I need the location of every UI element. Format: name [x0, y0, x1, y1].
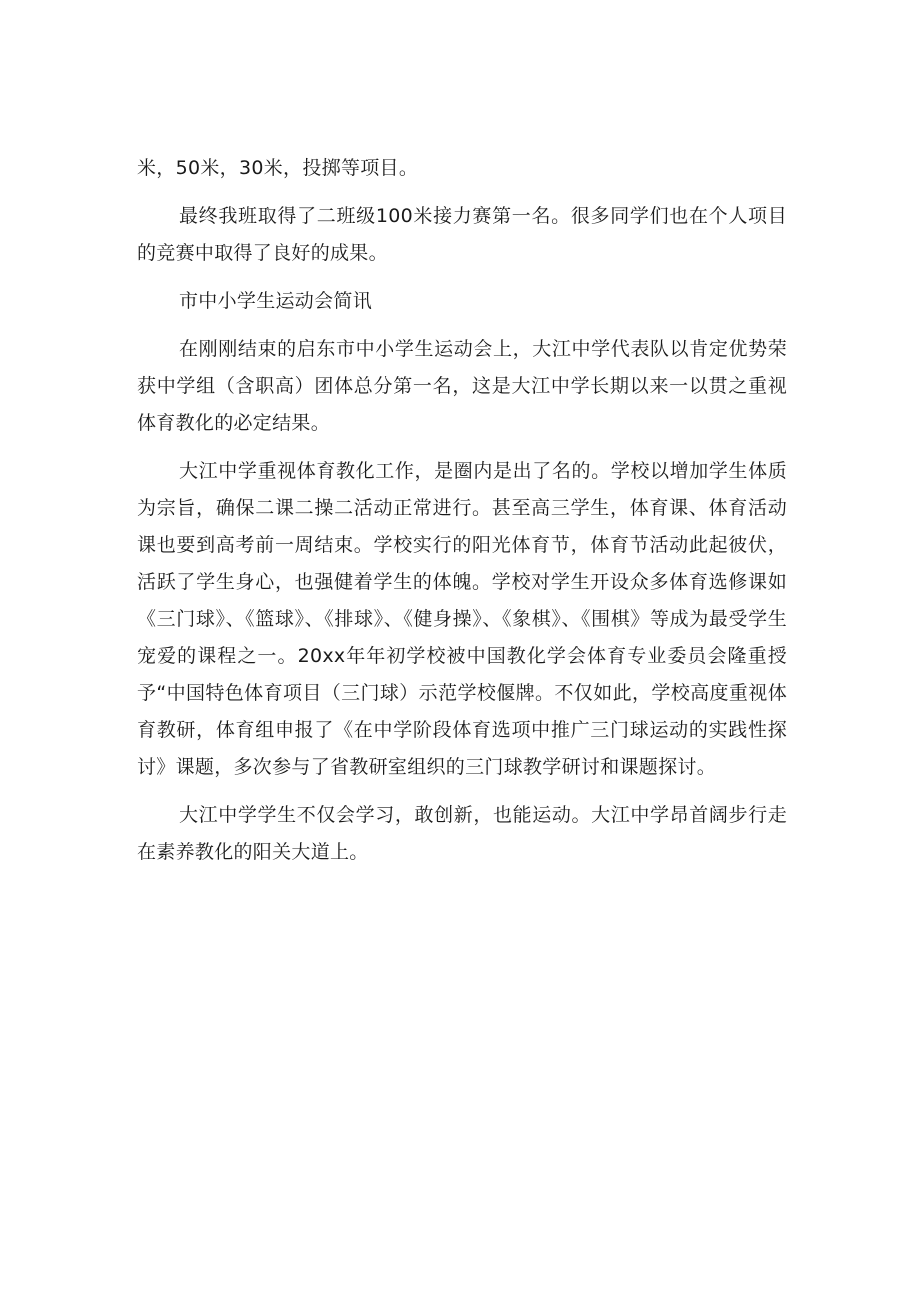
paragraph-continuation: 米，50米，30米，投掷等项目。 [137, 157, 419, 179]
section-heading: 市中小学生运动会简讯 [179, 290, 373, 312]
paragraph-details: 大江中学重视体育教化工作，是圈内是出了名的。学校以增加学生体质为宗旨，确保二课二操二活动正常进行。甚至高三学生，体育课、体育活动课也要到高考前一周结束。学校实行的阳光体育节，体育节活动此起彼伏，活跃了学生身心，也强健着学生的体魄。学校对学生开设众多体育选修课如《三门球》、《篮球》、《排球》、《健身操》、《象棋》、《围棋》等成为最受学生宠爱的课程之一。20xx年年初学校被中国教化学会体育专业委员会隆重授予“中国特色体育项目（三门球）示范学校偃牌。不仅如此，学校高度重视体育教研，体育组申报了《在中学阶段体育选项中推广三门球运动的实践性探讨》课题，多次参与了省教研室组织的三门球教学研讨和课题探讨。 [137, 460, 787, 778]
paragraph-intro: 在刚刚结束的启东市中小学生运动会上，大江中学代表队以肯定优势荣获中学组（含职高）团体总分第一名，这是大江中学长期以来一以贯之重视体育教化的必定结果。 [137, 338, 787, 434]
paragraph-conclusion: 大江中学学生不仅会学习，敢创新，也能运动。大江中学昂首阔步行走在素养教化的阳关大道上。 [137, 804, 787, 863]
paragraph-result: 最终我班取得了二班级100米接力赛第一名。很多同学们也在个人项目的竞赛中取得了良好的成果。 [137, 205, 787, 264]
document-body [137, 150, 787, 882]
